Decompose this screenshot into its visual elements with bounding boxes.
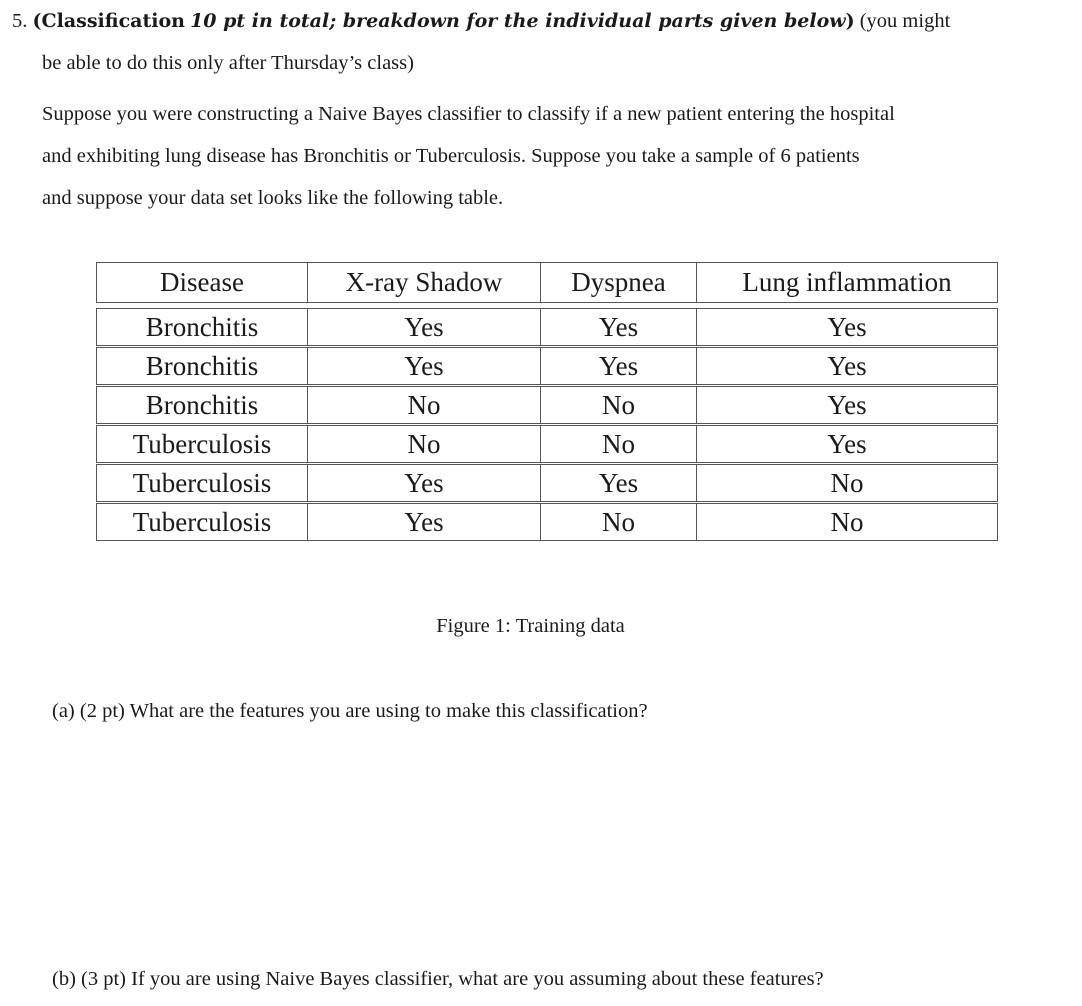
problem-title-line: [12, 8, 950, 34]
table-header-row: [96, 262, 998, 303]
table-row: [96, 386, 998, 424]
cell-xray-shadow: Yes: [307, 504, 540, 540]
cell-disease: Tuberculosis: [132, 429, 272, 459]
cell-disease: Tuberculosis: [132, 468, 272, 498]
cell-dyspnea: Yes: [540, 465, 696, 501]
cell-lung-inflammation: No: [696, 465, 997, 501]
title-open-paren: (: [32, 10, 42, 32]
cell-dyspnea: Yes: [540, 309, 696, 345]
cell-disease: Tuberculosis: [132, 507, 272, 537]
cell-lung-inflammation: Yes: [696, 426, 997, 462]
cell-dyspnea: No: [540, 504, 696, 540]
question-b: (b) (3 pt) If you are using Naive Bayes classifier, what are you assuming about these features?: [52, 968, 824, 990]
problem-note-part2: be able to do this only after Thursday’s class): [42, 52, 414, 74]
cell-xray-shadow: Yes: [307, 465, 540, 501]
figure-caption: Figure 1: Training data: [436, 615, 625, 637]
problem-note-part1: (you might: [859, 10, 951, 32]
problem-title-bold: Classification: [41, 10, 185, 32]
problem-note-line: [42, 50, 414, 76]
cell-xray-shadow: Yes: [307, 348, 540, 384]
cell-xray-shadow: Yes: [307, 309, 540, 345]
table-row: [96, 464, 998, 502]
header-disease: Disease: [160, 267, 244, 297]
cell-dyspnea: Yes: [540, 348, 696, 384]
intro-line-3: and suppose your data set looks like the following table.: [42, 187, 504, 209]
question-a: (a) (2 pt) What are the features you are using to make this classification?: [52, 700, 648, 722]
header-dyspnea: Dyspnea: [540, 263, 696, 302]
cell-dyspnea: No: [540, 426, 696, 462]
table-row: [96, 308, 998, 346]
header-xray-shadow: X-ray Shadow: [307, 263, 540, 302]
cell-xray-shadow: No: [307, 426, 540, 462]
cell-disease: Bronchitis: [145, 351, 259, 381]
intro-line-2: and exhibiting lung disease has Bronchitis or Tuberculosis. Suppose you take a sample of 6 patients: [42, 145, 860, 167]
title-close-paren: ): [845, 10, 855, 32]
cell-lung-inflammation: Yes: [696, 348, 997, 384]
intro-line-1: Suppose you were constructing a Naive Bayes classifier to classify if a new patient entering the hospital: [42, 103, 895, 125]
cell-xray-shadow: No: [307, 387, 540, 423]
cell-disease: Bronchitis: [145, 390, 259, 420]
table-row: [96, 503, 998, 541]
cell-lung-inflammation: No: [696, 504, 997, 540]
cell-lung-inflammation: Yes: [696, 309, 997, 345]
cell-lung-inflammation: Yes: [696, 387, 997, 423]
header-lung-inflammation: Lung inflammation: [696, 263, 997, 302]
table-row: [96, 347, 998, 385]
table-row: [96, 425, 998, 463]
cell-disease: Bronchitis: [145, 312, 259, 342]
problem-title-bold-italic: 10 pt in total; breakdown for the individual parts given below: [190, 10, 846, 32]
problem-number: 5.: [12, 10, 28, 32]
cell-dyspnea: No: [540, 387, 696, 423]
